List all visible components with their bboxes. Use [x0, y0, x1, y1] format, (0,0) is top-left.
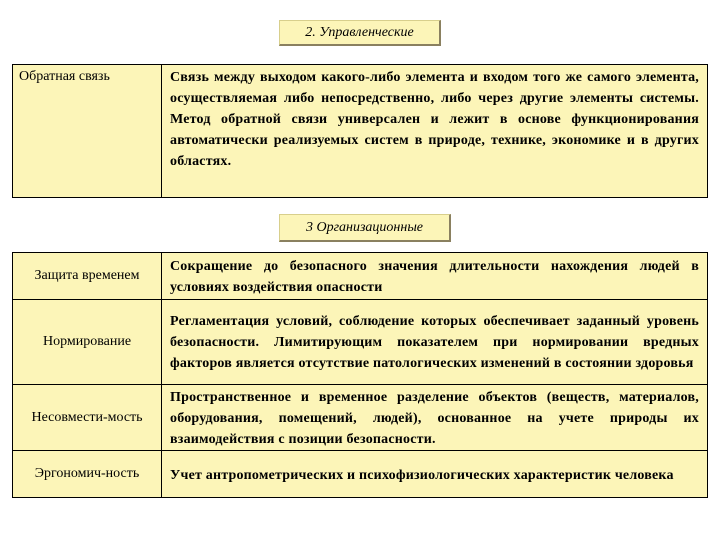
- description-cell: Пространственное и временное разделение объектов (веществ, материалов, оборудования, помещений, людей), основанное на учете природы их взаимодействия с позиции безопасности.: [162, 384, 708, 451]
- table-row: [13, 384, 708, 451]
- table-row: [13, 451, 708, 498]
- term-cell: Нормирование: [13, 299, 162, 384]
- description-cell: Регламентация условий, соблюдение которых обеспечивает заданный уровень безопасности. Лимитирующим показателем при нормировании вредных факторов является отсутствие патологических изменений в состоянии здоровья: [162, 299, 708, 384]
- section-heading-organizational: [279, 214, 451, 242]
- description-cell: Связь между выходом какого-либо элемента и входом того же самого элемента, осуществляемая либо непосредственно, либо через другие элементы системы. Метод обратной связи универсален и лежит в основе функционирования автоматически реализуемых систем в природе, технике, экономике и в других областях.: [162, 65, 708, 198]
- management-methods-table: [12, 64, 708, 198]
- organizational-methods-table: [12, 252, 708, 498]
- description-cell: Учет антропометрических и психофизиологических характеристик человека: [162, 451, 708, 498]
- section-heading-organizational-text: 3 Организационные: [305, 219, 424, 235]
- term-cell: Несовмести-мость: [13, 384, 162, 451]
- term-cell: Эргономич-ность: [13, 451, 162, 498]
- table-row: [13, 253, 708, 300]
- section-heading-management: [279, 20, 441, 46]
- table-row: [13, 299, 708, 384]
- section-heading-management-text: 2. Управленческие: [305, 24, 414, 40]
- term-cell: Обратная связь: [13, 65, 162, 198]
- table-row: [13, 65, 708, 198]
- description-cell: Сокращение до безопасного значения длительности нахождения людей в условиях воздействия опасности: [162, 253, 708, 300]
- term-cell: Защита временем: [13, 253, 162, 300]
